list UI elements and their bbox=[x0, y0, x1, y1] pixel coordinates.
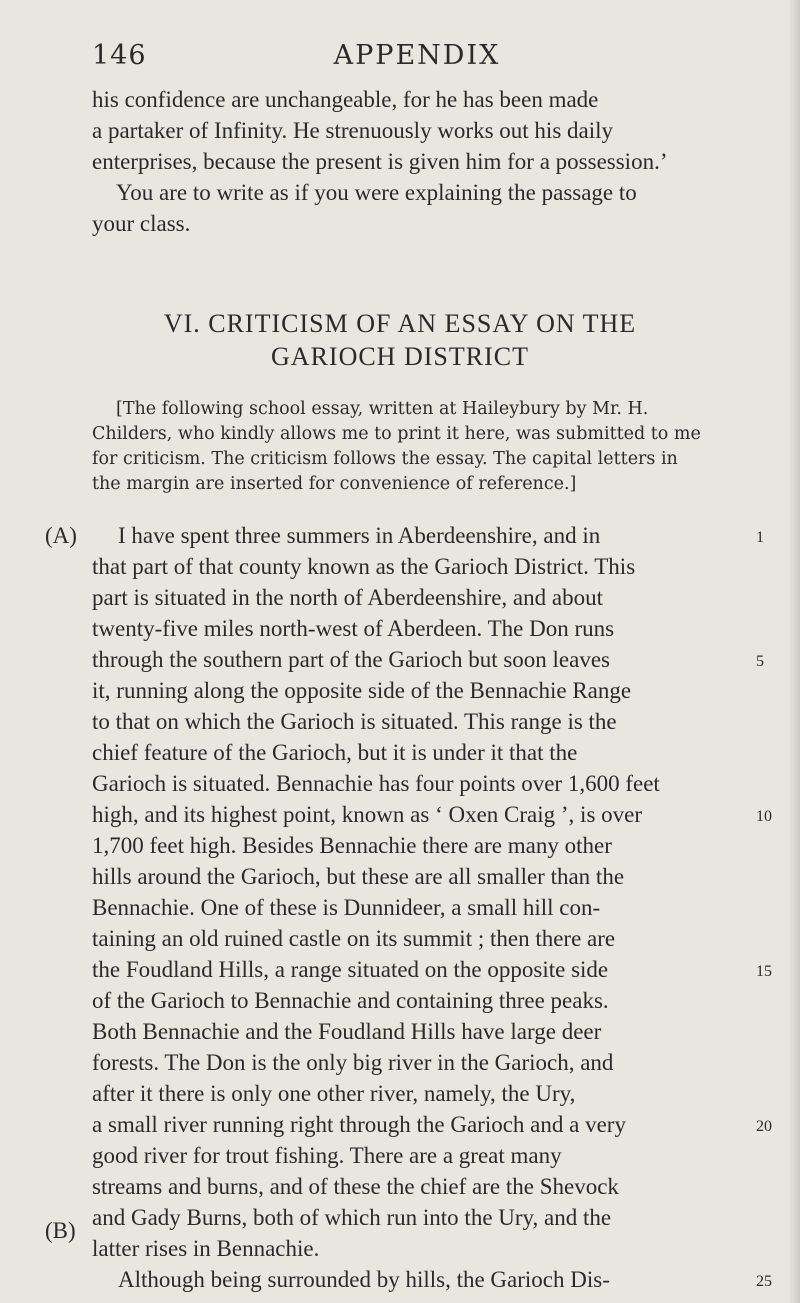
margin-marker-a: (A) bbox=[45, 523, 77, 548]
text-line: Both Bennachie and the Foudland Hills have large deer bbox=[92, 1019, 602, 1044]
line-number: 10 bbox=[756, 808, 772, 825]
note-line: the margin are inserted for convenience of reference.] bbox=[92, 474, 577, 494]
text-line: and Gady Burns, both of which run into the Ury, and the bbox=[92, 1205, 612, 1230]
text-line: high, and its highest point, known as ‘ Oxen Craig ’, is over bbox=[92, 802, 643, 827]
margin-marker-b: (B) bbox=[45, 1218, 76, 1243]
text-line: good river for trout fishing. There are a great many bbox=[92, 1143, 562, 1168]
text-line: enterprises, because the present is given him for a possession.’ bbox=[92, 149, 668, 174]
text-line: chief feature of the Garioch, but it is under it that the bbox=[92, 740, 578, 765]
text-line: taining an old ruined castle on its summit ; then there are bbox=[92, 926, 616, 951]
page-header bbox=[92, 40, 742, 80]
line-number: 1 bbox=[756, 529, 764, 546]
line-number: 15 bbox=[756, 963, 772, 980]
line-number: 25 bbox=[756, 1273, 772, 1290]
note-line: Childers, who kindly allows me to print it here, was submitted to me bbox=[92, 424, 701, 444]
text-line: the Foudland Hills, a range situated on the opposite side bbox=[92, 957, 609, 982]
text-line: a partaker of Infinity. He strenuously works out his daily bbox=[92, 118, 614, 143]
text-line: Although being surrounded by hills, the Garioch Dis- bbox=[118, 1267, 610, 1292]
text-line: forests. The Don is the only big river in the Garioch, and bbox=[92, 1050, 614, 1075]
text-line: part is situated in the north of Aberdeenshire, and about bbox=[92, 585, 603, 610]
page-edge-shadow bbox=[788, 0, 800, 1303]
text-line: after it there is only one other river, namely, the Ury, bbox=[92, 1081, 576, 1106]
text-line: Garioch is situated. Bennachie has four points over 1,600 feet bbox=[92, 771, 660, 796]
note-line: for criticism. The criticism follows the essay. The capital letters in bbox=[92, 449, 678, 469]
line-number: 20 bbox=[756, 1118, 772, 1135]
text-line: You are to write as if you were explaining the passage to bbox=[116, 180, 637, 205]
note-line: [The following school essay, written at Haileybury by Mr. H. bbox=[116, 399, 649, 419]
section-title: GARIOCH DISTRICT bbox=[271, 342, 529, 371]
text-line: Bennachie. One of these is Dunnideer, a small hill con- bbox=[92, 895, 601, 920]
text-line: his confidence are unchangeable, for he has been made bbox=[92, 87, 599, 112]
text-line: it, running along the opposite side of the Bennachie Range bbox=[92, 678, 632, 703]
running-head: APPENDIX bbox=[333, 40, 501, 71]
text-line: that part of that county known as the Garioch District. This bbox=[92, 554, 636, 579]
text-line: twenty-five miles north-west of Aberdeen. The Don runs bbox=[92, 616, 615, 641]
text-line: of the Garioch to Bennachie and containing three peaks. bbox=[92, 988, 609, 1013]
text-line: 1,700 feet high. Besides Bennachie there are many other bbox=[92, 833, 612, 858]
text-line: to that on which the Garioch is situated. This range is the bbox=[92, 709, 617, 734]
section-title: VI. CRITICISM OF AN ESSAY ON THE bbox=[163, 309, 637, 338]
text-line: streams and burns, and of these the chief are the Shevock bbox=[92, 1174, 619, 1199]
text-line: latter rises in Bennachie. bbox=[92, 1236, 320, 1261]
text-line: your class. bbox=[92, 211, 191, 236]
line-number: 5 bbox=[756, 653, 764, 670]
text-line: I have spent three summers in Aberdeenshire, and in bbox=[118, 523, 601, 548]
text-line: hills around the Garioch, but these are all smaller than the bbox=[92, 864, 625, 889]
text-line: a small river running right through the Garioch and a very bbox=[92, 1112, 626, 1137]
page-number: 146 bbox=[92, 40, 147, 71]
text-line: through the southern part of the Garioch but soon leaves bbox=[92, 647, 611, 672]
